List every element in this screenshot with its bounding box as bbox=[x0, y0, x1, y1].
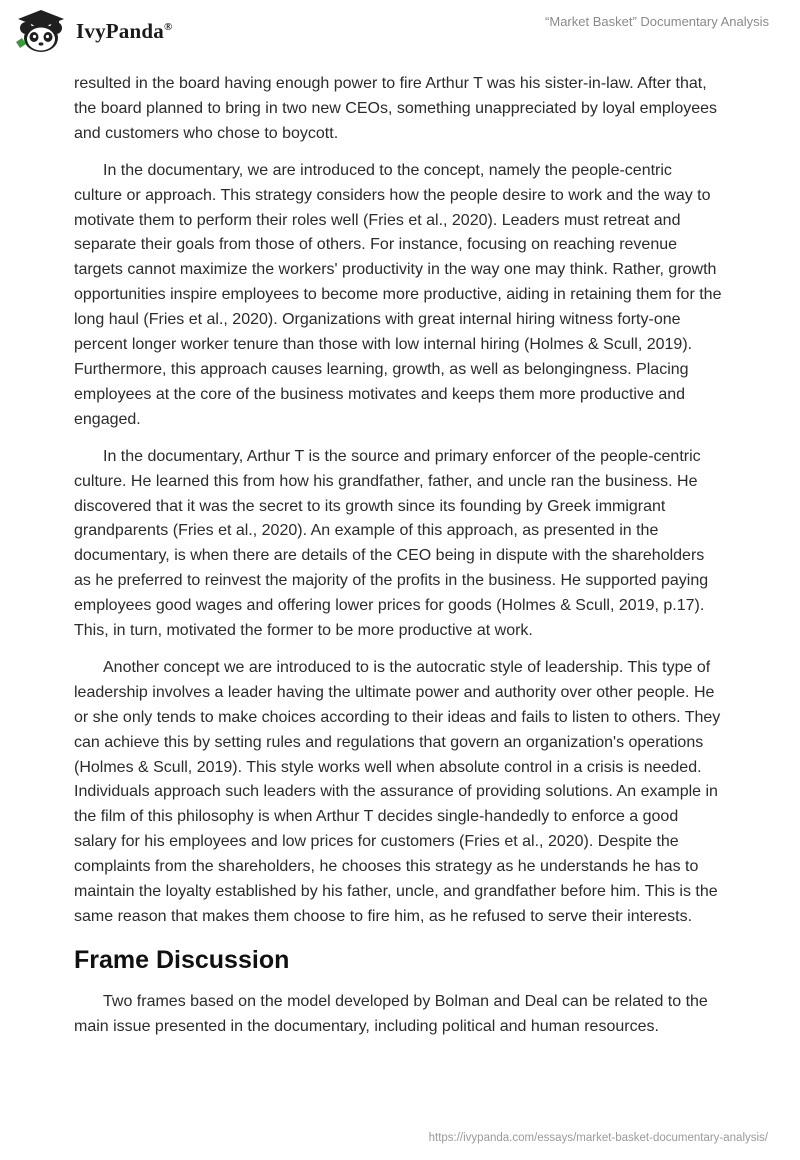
panda-graduate-icon bbox=[14, 8, 68, 54]
essay-body bbox=[74, 72, 724, 1052]
brand-name: IvyPanda® bbox=[76, 18, 173, 43]
paragraph: In the documentary, we are introduced to the concept, namely the people-centric culture or approach. This strategy considers how the people desire to work and the way to motivate them to perform their roles well (Fries et al., 2020). Leaders must retreat and separate their goals from those of others. For instance, focusing on reaching revenue targets cannot maximize the workers' productivity in the way one may think. Rather, growth opportunities inspire employees to become more productive, aiding in retaining them for the long haul (Fries et al., 2020). Organizations with great internal hiring witness forty-one percent longer worker tenure than those with low internal hiring (Holmes & Scull, 2019). Furthermore, this approach causes learning, growth, as well as belongingness. Placing employees at the core of the business motivates and keeps them more productive and engaged. bbox=[74, 161, 722, 428]
section-heading: Frame Discussion bbox=[74, 945, 290, 974]
paragraph: resulted in the board having enough power to fire Arthur T was his sister-in-law. After that, the board planned to bring in two new CEOs, something unappreciated by loyal employees and customers who chose to boycott. bbox=[74, 75, 718, 142]
paragraph: Two frames based on the model developed by Bolman and Deal can be related to the main issue presented in the documentary, including political and human resources. bbox=[74, 992, 708, 1035]
paragraph: In the documentary, Arthur T is the source and primary enforcer of the people-centric culture. He learned this from how his grandfather, father, and uncle ran the business. He discovered that it was the secret to its growth since its founding by Greek immigrant grandparents (Fries et al., 2020). An example of this approach, as presented in the documentary, is when there are details of the CEO being in dispute with the shareholders as he preferred to reinvest the majority of the profits in the business. He supported paying employees good wages and offering lower prices for goods (Holmes & Scull, 2019, p.17). This, in turn, motivated the former to be more productive at work. bbox=[74, 447, 709, 640]
paragraph: Another concept we are introduced to is the autocratic style of leadership. This type of leadership involves a leader having the ultimate power and authority over other people. He or she only tends to make choices according to their ideas and fails to listen to others. They can achieve this by setting rules and regulations that govern an organization's operations (Holmes & Scull, 2019). This style works well when absolute control in a crisis is needed. Individuals approach such leaders with the assurance of providing solutions. An example in the film of this philosophy is when Arthur T decides single-handedly to enforce a good salary for his employees and low prices for customers (Fries et al., 2020). Despite the complaints from the shareholders, he chooses this strategy as he understands he has to maintain the loyalty established by his father, uncle, and grandfather before him. This is the same reason that makes them choose to fire him, as he refused to serve their interests. bbox=[74, 658, 721, 925]
page-header bbox=[0, 0, 800, 70]
brand-logo[interactable] bbox=[14, 8, 172, 54]
running-title: “Market Basket” Documentary Analysis bbox=[545, 14, 769, 29]
source-url[interactable]: https://ivypanda.com/essays/market-basket-documentary-analysis/ bbox=[428, 1132, 768, 1144]
